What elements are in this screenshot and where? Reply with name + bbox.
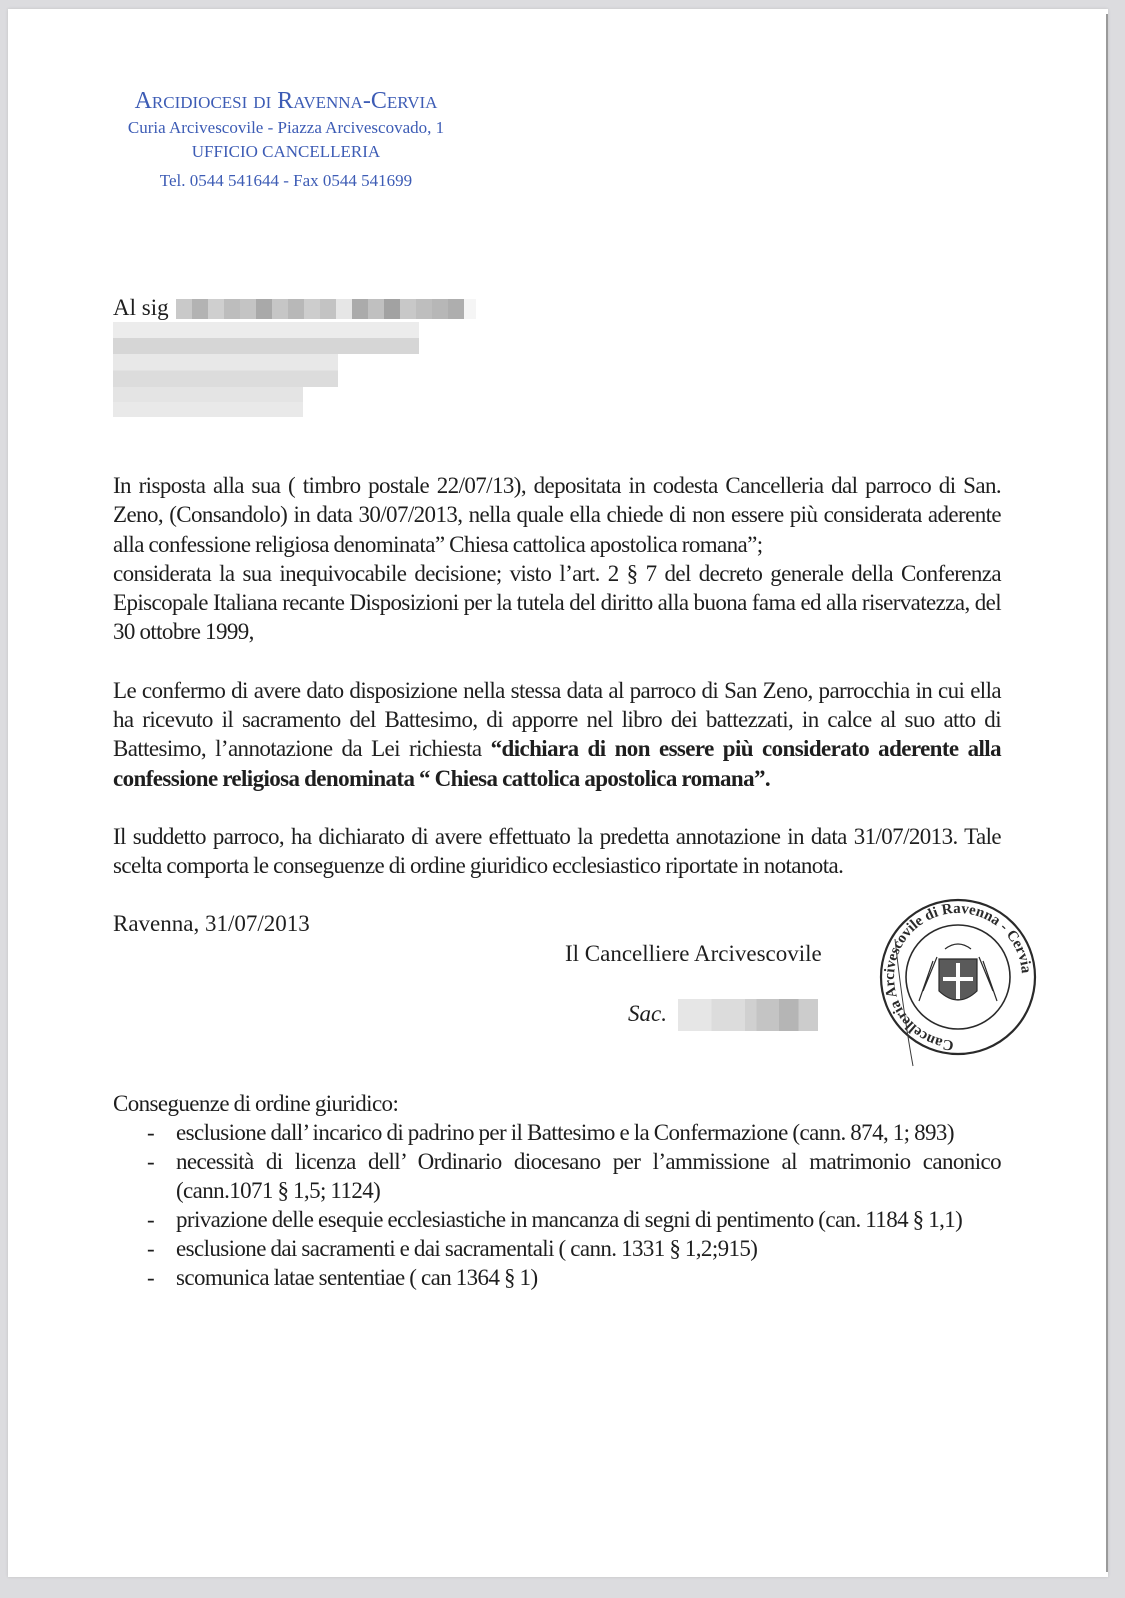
paragraph-annotation-text: Il suddetto parroco, ha dichiarato di avere effettuato la predetta annotazione in data 31/07/2013. Tale scelta comporta le conseguenze di ordine giuridico ecclesiastico riportate in notanota. — [113, 823, 1001, 879]
redacted-recipient-address-line — [113, 354, 338, 387]
list-item — [113, 1263, 1001, 1292]
paragraph-response-continuation: considerata la sua inequivocabile decisione; visto l’art. 2 § 7 del decreto generale della Conferenza Episcopale Italiana recante Disposizioni per la tutela del diritto alla buona fama ed alla riservatezza, del 30 ottobre 1999, — [113, 560, 1001, 645]
official-stamp — [873, 891, 1043, 1069]
page-edge-line — [1106, 14, 1108, 1572]
list-item — [113, 1147, 1001, 1205]
stamp-text: Cancelleria Arcivescovile di Ravenna - Cervia — [881, 900, 1034, 1053]
dash-bullet-icon: - — [147, 1206, 155, 1232]
coat-of-arms-icon — [919, 944, 997, 1001]
letterhead — [80, 86, 492, 193]
redacted-signatory-name — [678, 999, 818, 1031]
list-item — [113, 1234, 1001, 1263]
letter-body — [113, 471, 1034, 1292]
consequences-section — [113, 1089, 1001, 1292]
letterhead-address: Curia Arcivescovile - Piazza Arcivescovado, 1 — [127, 118, 445, 137]
paragraph-confirmation — [113, 676, 1001, 793]
paragraph-response-text: In risposta alla sua ( timbro postale 22/07/13), depositata in codesta Cancelleria dal parroco di San. Zeno, (Consandolo) in data 30/07/2013, nella quale ella chiede di non essere più considerata aderente alla confessione religiosa denominata” Chiesa cattolica apostolica romana”; — [113, 473, 1001, 557]
signature-title: Il Cancelliere Arcivescovile — [565, 940, 822, 966]
redacted-recipient-address-line — [113, 387, 303, 417]
signature-row — [628, 999, 667, 1031]
signature-name-prefix: Sac. — [628, 1000, 667, 1026]
list-item-text: necessità di licenza dell’ Ordinario diocesano per l’ammissione al matrimonio canonico (cann.1071 § 1,5; 1124) — [176, 1148, 1001, 1203]
paragraph-response — [113, 471, 1001, 647]
dash-bullet-icon: - — [147, 1235, 155, 1261]
dash-bullet-icon: - — [147, 1119, 155, 1145]
dash-bullet-icon: - — [147, 1264, 155, 1290]
list-item-text: scomunica latae sententiae ( can 1364 § 1) — [176, 1264, 538, 1290]
recipient-block — [113, 293, 1108, 417]
annotation-quote: “dichiara di non essere più considerato aderente alla confessione religiosa denominata “ Chiesa cattolica apostolica romana”. — [113, 736, 1001, 791]
consequences-heading: Conseguenze di ordine giuridico: — [113, 1090, 399, 1116]
list-item-text: esclusione dai sacramenti e dai sacramentali ( cann. 1331 § 1,2;915) — [176, 1235, 758, 1261]
document-page — [8, 9, 1108, 1577]
place-date: Ravenna, 31/07/2013 — [113, 910, 310, 936]
list-item — [113, 1118, 1001, 1147]
dash-bullet-icon: - — [147, 1148, 155, 1174]
paragraph-confirmation-body — [113, 676, 1001, 793]
redacted-recipient-address-line — [113, 322, 419, 354]
recipient-salutation: Al sig — [113, 295, 169, 320]
letterhead-office: UFFICIO CANCELLERIA — [191, 142, 381, 161]
redacted-recipient-name — [176, 299, 476, 319]
list-item-text: privazione delle esequie ecclesiastiche in mancanza di segni di pentimento (can. 1184 § 1,1) — [176, 1206, 963, 1232]
letterhead-title: Arcidiocesi di Ravenna-Cervia — [134, 88, 438, 114]
paragraph-annotation — [113, 822, 1001, 881]
list-item — [113, 1205, 1001, 1234]
consequences-list — [113, 1118, 1001, 1292]
letterhead-contacts: Tel. 0544 541644 - Fax 0544 541699 — [159, 171, 413, 190]
list-item-text: esclusione dall’ incarico di padrino per il Battesimo e la Confermazione (cann. 874, 1; 893) — [176, 1119, 954, 1145]
paragraph-confirmation-text: Le confermo di avere dato disposizione nella stessa data al parroco di San Zeno, parrocchia in cui ella ha ricevuto il sacramento del Battesimo, di apporre nel libro dei battezzati, in calce al suo atto di Battesimo, l’annotazione da Lei richiesta — [113, 677, 1001, 762]
